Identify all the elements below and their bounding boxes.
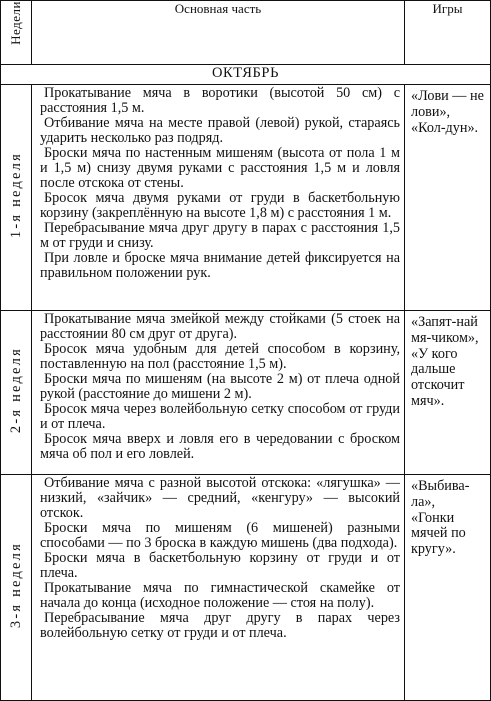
games-cell: [405, 311, 491, 475]
exercise-item: Броски мяча по мишеням (6 мишеней) разными способами — по 3 броска в каждую мишень (два подхода).: [40, 520, 400, 551]
game-item: «У кого дальше отскочит мяч».: [411, 345, 465, 409]
month-title: ОКТЯБРЬ: [1, 65, 491, 85]
exercise-item: Отбивание мяча с разной высотой отскока: «лягушка» — низкий, «зайчик» — средний, «кенгуру» — высокий отскок.: [40, 475, 400, 521]
week-label: 3-я неделя: [7, 541, 24, 629]
weeks-column-header: [1, 1, 32, 65]
game-item: «Гонки мячей по кругу».: [411, 509, 466, 558]
week-row: [1, 475, 491, 701]
exercise-item: Бросок мяча вверх и ловля его в чередовании с броском мяча об пол и его ловлей.: [40, 431, 400, 462]
week-label: 1-я неделя: [7, 151, 24, 239]
exercise-item: Прокатывание мяча по гимнастической скамейке от начала до конца (исходное положение — стоя на полу).: [40, 580, 400, 611]
exercise-item: Перебрасывание мяча друг другу в парах через волейбольную сетку от груди и от плеча.: [40, 610, 400, 641]
exercise-item: При ловле и броске мяча внимание детей фиксируется на правильном положении рук.: [40, 250, 400, 281]
games-column-header: Игры: [405, 1, 491, 65]
week-label-cell: [1, 85, 32, 311]
week-row: [1, 311, 491, 475]
game-item: «Выбива-ла»,: [411, 478, 470, 510]
exercise-item: Броски мяча в баскетбольную корзину от груди и от плеча.: [40, 550, 400, 581]
exercise-item: Бросок мяча удобным для детей способом в корзину, поставленную на пол (расстояние 1,5 м).: [40, 341, 400, 372]
games-cell: [405, 85, 491, 311]
week-label-cell: [1, 311, 32, 475]
exercise-item: Бросок мяча через волейбольную сетку способом от груди и от плеча.: [40, 401, 400, 432]
game-item: «Запят-най мя-чиком»,: [411, 314, 479, 346]
exercise-item: Перебрасывание мяча друг другу в парах с расстояния 1,5 м от груди и снизу.: [40, 220, 400, 251]
table-header-row: [1, 1, 491, 65]
main-part-column-header: Основная часть: [32, 1, 405, 65]
exercise-item: Прокатывание мяча змейкой между стойками (5 стоек на расстоянии 80 см друг от друга).: [40, 311, 400, 342]
games-cell: [405, 475, 491, 701]
exercise-item: Броски мяча по настенным мишеням (высота от пола 1 м и 1,5 м) снизу двумя руками с расстояния 1,5 м и ловля после отскока от стены.: [40, 145, 400, 191]
exercise-item: Броски мяча по мишеням (на высоте 2 м) от плеча одной рукой (расстояние до мишени 2 м).: [40, 371, 400, 402]
exercise-item: Бросок мяча двумя руками от груди в баскетбольную корзину (закреплённую на высоте 1,8 м) с расстояния 1 м.: [40, 190, 400, 221]
exercise-item: Прокатывание мяча в воротики (высотой 50 см) с расстояния 1,5 м.: [40, 85, 400, 116]
game-item: «Лови — не лови»,: [411, 88, 484, 120]
game-item: «Кол-дун».: [411, 119, 479, 136]
week-row: [1, 85, 491, 311]
main-part-cell: [32, 85, 405, 311]
exercise-item: Отбивание мяча на месте правой (левой) рукой, стараясь ударить несколько раз подряд.: [40, 115, 400, 146]
main-part-cell: [32, 475, 405, 701]
week-label-cell: [1, 475, 32, 701]
week-label: 2-я неделя: [7, 346, 24, 434]
month-row: [1, 65, 491, 85]
weeks-header-label: Недели: [8, 1, 23, 45]
main-part-cell: [32, 311, 405, 475]
